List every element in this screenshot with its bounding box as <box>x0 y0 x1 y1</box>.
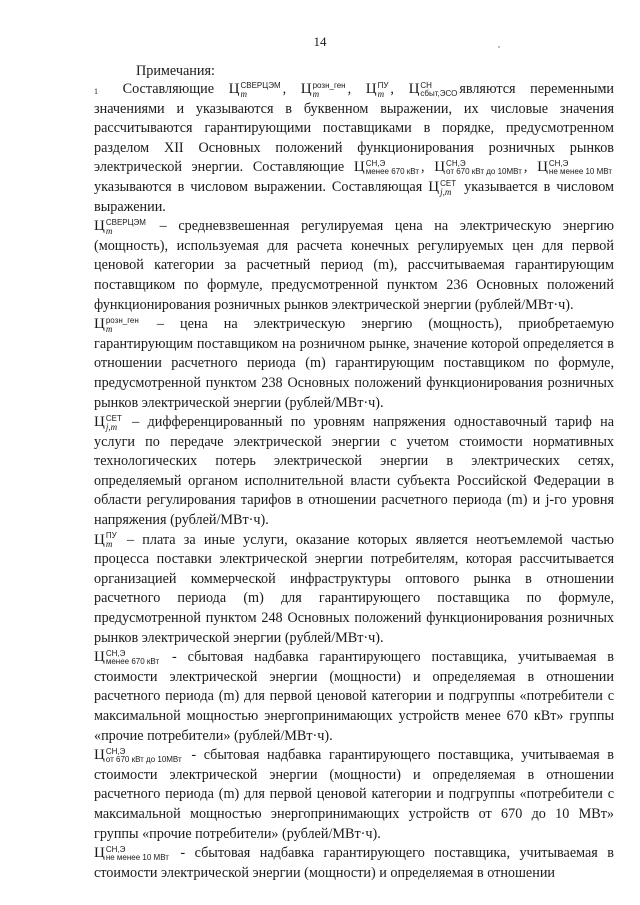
formula-symbol: Ц СН,Э менее 670 кВт <box>94 648 160 666</box>
formula-symbol: Ц ПУ m <box>94 531 117 550</box>
paragraph-text: – дифференцированный по уровням напряжения одноставочный тариф на услуги по передаче электрической энергии с учетом стоимости нормативных технологических потерь электрической энергии в электрических сетях, определяемый органом исполнительной власти субъекта Российской Федерации в области регулирования тарифов в отношении расчетного периода (m) и j-го уровня напряжения (рублей/МВт·ч). <box>94 414 615 529</box>
formula-symbol: Ц розн_ген m <box>94 315 139 334</box>
notes-heading: Примечания: <box>136 63 215 79</box>
formula-symbol: Ц СВЕРЦЭМ m <box>228 80 281 99</box>
formula-symbol: Ц СН сбыт,ЭСО <box>408 80 458 98</box>
paragraph-text: – средневзвешенная регулируемая цена на электрическую энергию (мощность), используемая для расчета конечных регулируемых цен для первой ценовой категории за расчетный период (m), рассчитываемая гарантирующим поставщиком по формуле, предусмотренной пунктом 236 Основных положений функционирования розничных рынков электрической энергии (рублей/МВт·ч). <box>94 218 615 313</box>
note-paragraph-4 <box>94 413 614 531</box>
formula-symbol: Ц СВЕРЦЭМ m <box>94 217 146 236</box>
footnote-marker: 1 <box>94 87 98 96</box>
paragraph-text: – плата за иные услуги, оказание которых является неотъемлемой частью процесса поставки электрической энергии потребителям, которая рассчитывается организацией коммерческой инфраструктуры оптового рынка в отношении расчетного периода (m) для гарантирующего поставщика по формуле, предусмотренной пунктом 248 Основных положений функционирования розничных рынков электрической энергии (рублей/МВт·ч). <box>94 531 615 646</box>
formula-symbol: Ц СН,Э не менее 10 МВт <box>537 158 613 176</box>
scan-speck <box>498 46 500 48</box>
formula-symbol: Ц СН,Э от 670 кВт до 10МВт <box>434 158 522 176</box>
paragraph-text: - сбытовая надбавка гарантирующего поставщика, учитываемая в стоимости электрической энергии (мощности) и определяемая в отношении расчетного периода (m) для первой ценовой категории и подгруппы «потребители с максимальной мощностью энергопринимающих устройств менее 670 кВт» группы «прочие потребители» (рублей/МВт·ч). <box>94 649 615 744</box>
note-paragraph-7 <box>94 746 614 844</box>
paragraph-text: - сбытовая надбавка гарантирующего поставщика, учитываемая в стоимости электрической энергии (мощности) и определяемая в отношении расчетного периода (m) для первой ценовой категории и подгруппы «потребители с максимальной мощностью энергопринимающих устройств от 670 до 10 МВт» группы «прочие потребители» (рублей/МВт·ч). <box>94 747 615 842</box>
note-paragraph-8 <box>94 844 614 883</box>
formula-symbol: Ц СЕТ j,m <box>428 178 457 197</box>
notes-body <box>94 80 614 883</box>
note-paragraph-5 <box>94 531 614 649</box>
paragraph-text: указываются в числовом выражении. Составляющая <box>94 178 423 195</box>
formula-symbol: Ц розн_ген m <box>300 80 346 99</box>
note-paragraph-2 <box>94 217 614 315</box>
paragraph-text: – цена на электрическую энергию (мощность), приобретаемую гарантирующим поставщиком на розничном рынке, значение которой определяется в отношении расчетного периода (m) гарантирующим поставщиком по формуле, предусмотренной пунктом 238 Основных положений функционирования розничных рынков электрической энергии (рублей/МВт·ч). <box>94 316 614 411</box>
paragraph-text: - сбытовая надбавка гарантирующего поставщика, учитываемая в стоимости электрической энергии (мощности) и определяемая в отношении <box>94 845 614 881</box>
note-paragraph-1: $^1$ Составляющие Ц СВЕРЦЭМ m , Ц розн_ген m , Ц ПУ m , Ц СН сбыт,ЭСО являются переменными значениями и указываются в буквенном выражении, их числовые значения рассчитываются гарантирующими поставщиками в порядке, предусмотренном разделом XII Основных положений функционирования розничных рынков электрической энергии. Составляющие Ц СН,Э менее 670 кВт , Ц СН,Э от 670 кВт до 10МВт , Ц СН,Э не менее 10 МВт указываются в числовом выражении. Составляющая Ц СЕТ j,m указывается в числовом выражении. <box>94 80 615 215</box>
note-paragraph-6 <box>94 648 614 746</box>
formula-symbol: Ц СЕТ j,m <box>94 413 122 432</box>
paragraph-text: указывается в числовом выражении. <box>94 178 615 215</box>
formula-symbol: Ц СН,Э не менее 10 МВт <box>94 844 169 862</box>
formula-symbol: Ц СН,Э от 670 кВт до 10МВт <box>94 746 182 764</box>
formula-symbol: Ц ПУ m <box>365 80 389 99</box>
paragraph-text: Составляющие <box>122 81 215 97</box>
page-number: 14 <box>313 34 327 49</box>
note-paragraph-3 <box>94 315 614 413</box>
paragraph-text: являются переменными значениями и указываются в буквенном выражении, их числовые значения рассчитываются гарантирующими поставщиками в порядке, предусмотренном разделом XII Основных положений функционирования розничных рынков электрической энергии. Составляющие <box>94 81 615 176</box>
formula-symbol: Ц СН,Э менее 670 кВт <box>353 158 420 176</box>
